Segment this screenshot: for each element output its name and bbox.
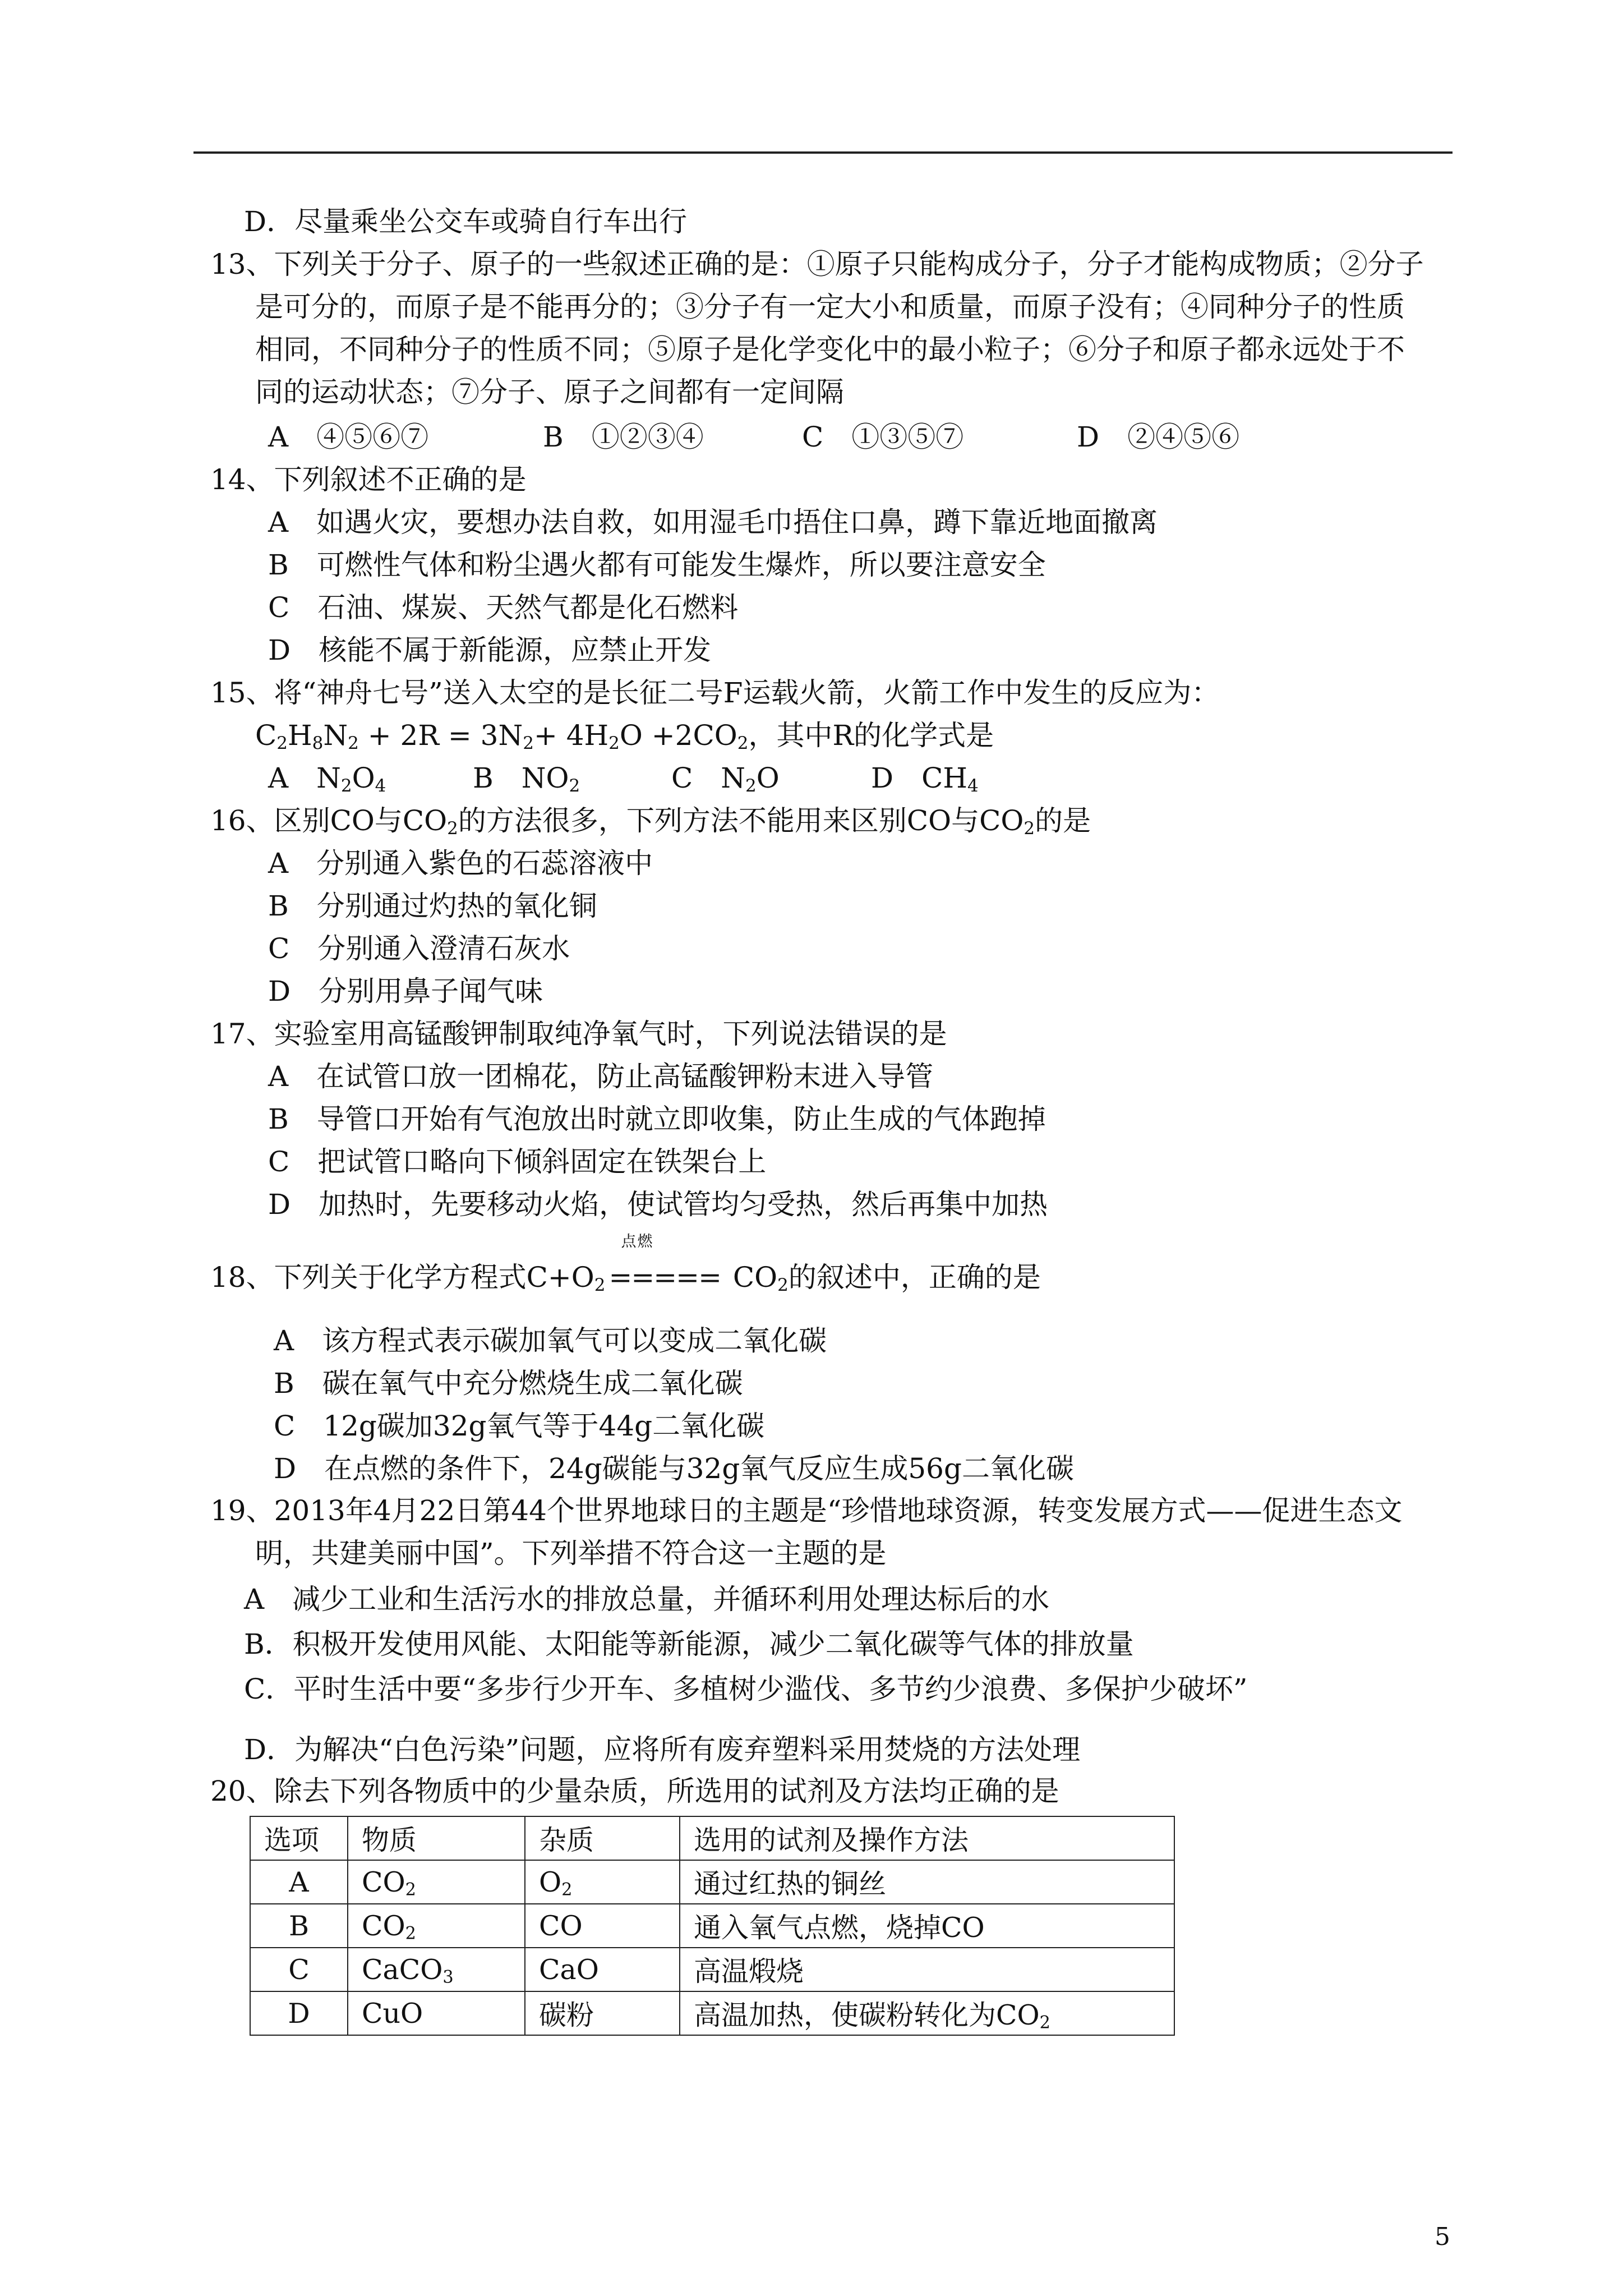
table-cell-impurity: CO	[525, 1904, 680, 1948]
q18-option-b: B 碳在氧气中充分燃烧生成二氧化碳	[274, 1367, 743, 1400]
q13-option-d: D ②④⑤⑥	[1077, 421, 1240, 453]
q18-option-d: D 在点燃的条件下，24g碳能与32g氧气反应生成56g二氧化碳	[274, 1452, 1074, 1485]
q13-line-4: 同的运动状态；⑦分子、原子之间都有一定间隔	[255, 376, 844, 408]
q16-stem: 16、区别CO与$CO_2$的方法很多，下列方法不能用来区别CO与$CO_2$的是	[210, 804, 1091, 839]
q20-stem: 20、除去下列各物质中的少量杂质，所选用的试剂及方法均正确的是	[210, 1775, 1059, 1807]
q16-option-a: A 分别通入紫色的石蕊溶液中	[268, 847, 653, 880]
q15-equation: $C_2H_8N_2 + 2R = 3N_2+ 4H_2O +2CO_2$，其中R的化学式是	[255, 719, 994, 753]
table-cell-method: 通入氧气点燃，烧掉CO	[680, 1904, 1174, 1948]
table-cell-method: 高温煅烧	[680, 1948, 1174, 1991]
table-cell-option: A	[250, 1860, 348, 1904]
table-cell-substance: $CO_2$	[348, 1904, 525, 1948]
table-header: 选用的试剂及操作方法	[680, 1816, 1174, 1860]
q13-option-c: C ①③⑤⑦	[802, 421, 964, 453]
table-header: 杂质	[525, 1816, 680, 1860]
q17-option-b: B 导管口开始有气泡放出时就立即收集，防止生成的气体跑掉	[268, 1103, 1046, 1135]
table-cell-impurity: 碳粉	[525, 1991, 680, 2035]
q16-option-d: D 分别用鼻子闻气味	[268, 975, 543, 1007]
q13-option-a: A ④⑤⑥⑦	[268, 421, 429, 453]
q17-option-a: A 在试管口放一团棉花，防止高锰酸钾粉末进入导管	[268, 1060, 934, 1093]
table-row	[250, 1948, 1174, 1991]
q19-option-b: B．积极开发使用风能、太阳能等新能源，减少二氧化碳等气体的排放量	[244, 1628, 1134, 1660]
table-header-row	[250, 1816, 1174, 1860]
q19-option-a: A 减少工业和生活污水的排放总量，并循环利用处理达标后的水	[244, 1583, 1050, 1616]
q15-option-b: B $NO_2$	[473, 762, 580, 796]
q13-option-b: B ①②③④	[543, 421, 704, 453]
table-header: 选项	[250, 1816, 348, 1860]
q16-option-c: C 分别通入澄清石灰水	[268, 932, 570, 965]
table-row	[250, 1991, 1174, 2035]
q20-table	[250, 1816, 1175, 2036]
q12-option-d: D．尽量乘坐公交车或骑自行车出行	[244, 205, 688, 238]
q14-stem: 14、下列叙述不正确的是	[210, 463, 527, 496]
table-header: 物质	[348, 1816, 525, 1860]
q14-option-d: D 核能不属于新能源，应禁止开发	[268, 634, 712, 666]
q13-line-3: 相同，不同种分子的性质不同；⑤原子是化学变化中的最小粒子；⑥分子和原子都永远处于不	[255, 333, 1405, 366]
table-cell-option: B	[250, 1904, 348, 1948]
table-cell-option: D	[250, 1991, 348, 2035]
q18-option-a: A 该方程式表示碳加氧气可以变成二氧化碳	[274, 1324, 827, 1357]
q14-option-a: A 如遇火灾，要想办法自救，如用湿毛巾捂住口鼻，蹲下靠近地面撤离	[268, 506, 1158, 539]
q19-line-1: 19、2013年4月22日第44个世界地球日的主题是“珍惜地球资源，转变发展方式——促进生态文	[210, 1494, 1403, 1527]
table-cell-substance: CaCO$_3$	[348, 1948, 525, 1991]
q19-option-d: D．为解决“白色污染”问题，应将所有废弃塑料采用焚烧的方法处理	[244, 1733, 1081, 1766]
q15-option-a: A $N_2O_4$	[268, 762, 386, 796]
q19-line-2: 明，共建美丽中国”。下列举措不符合这一主题的是	[255, 1537, 887, 1570]
table-cell-option: C	[250, 1948, 348, 1991]
q16-option-b: B 分别通过灼热的氧化铜	[268, 890, 597, 922]
q17-stem: 17、实验室用高锰酸钾制取纯净氧气时，下列说法错误的是	[210, 1018, 947, 1050]
q14-option-c: C 石油、煤炭、天然气都是化石燃料	[268, 591, 739, 624]
q18-option-c: C 12g碳加32g氧气等于44g二氧化碳	[274, 1410, 765, 1442]
q15-option-c: C $N_2O$	[671, 762, 780, 796]
q17-option-c: C 把试管口略向下倾斜固定在铁架台上	[268, 1145, 767, 1178]
q15-stem: 15、将“神舟七号”送入太空的是长征二号F运载火箭，火箭工作中发生的反应为：	[210, 677, 1220, 709]
q18-stem: 18、下列关于化学方程式$C+O_2$ 点燃 ===== $CO_2$的叙述中，正确的是	[210, 1233, 1041, 1295]
q19-option-c: C．平时生活中要“多步行少开车、多植树少滥伐、多节约少浪费、多保护少破坏”	[244, 1673, 1248, 1705]
q13-line-1: 13、下列关于分子、原子的一些叙述正确的是：①原子只能构成分子，分子才能构成物质；②分子	[210, 248, 1424, 280]
table-cell-impurity: $O_2$	[525, 1860, 680, 1904]
table-cell-substance: CuO	[348, 1991, 525, 2035]
page-number: 5	[1435, 2223, 1450, 2251]
header-rule	[193, 151, 1453, 154]
q14-option-b: B 可燃性气体和粉尘遇火都有可能发生爆炸，所以要注意安全	[268, 549, 1046, 581]
table-cell-method: 通过红热的铜丝	[680, 1860, 1174, 1904]
reaction-condition-arrow: 点燃 =====	[608, 1233, 721, 1294]
q13-line-2: 是可分的，而原子是不能再分的；③分子有一定大小和质量，而原子没有；④同种分子的性质	[255, 291, 1405, 323]
table-cell-method: 高温加热，使碳粉转化为$CO_2$	[680, 1991, 1174, 2035]
q15-option-d: D $CH_4$	[871, 762, 979, 796]
table-cell-substance: $CO_2$	[348, 1860, 525, 1904]
q17-option-d: D 加热时，先要移动火焰，使试管均匀受热，然后再集中加热	[268, 1188, 1048, 1221]
table-row	[250, 1860, 1174, 1904]
table-cell-impurity: CaO	[525, 1948, 680, 1991]
table-row	[250, 1904, 1174, 1948]
reaction-condition-label: 点燃	[621, 1233, 654, 1250]
